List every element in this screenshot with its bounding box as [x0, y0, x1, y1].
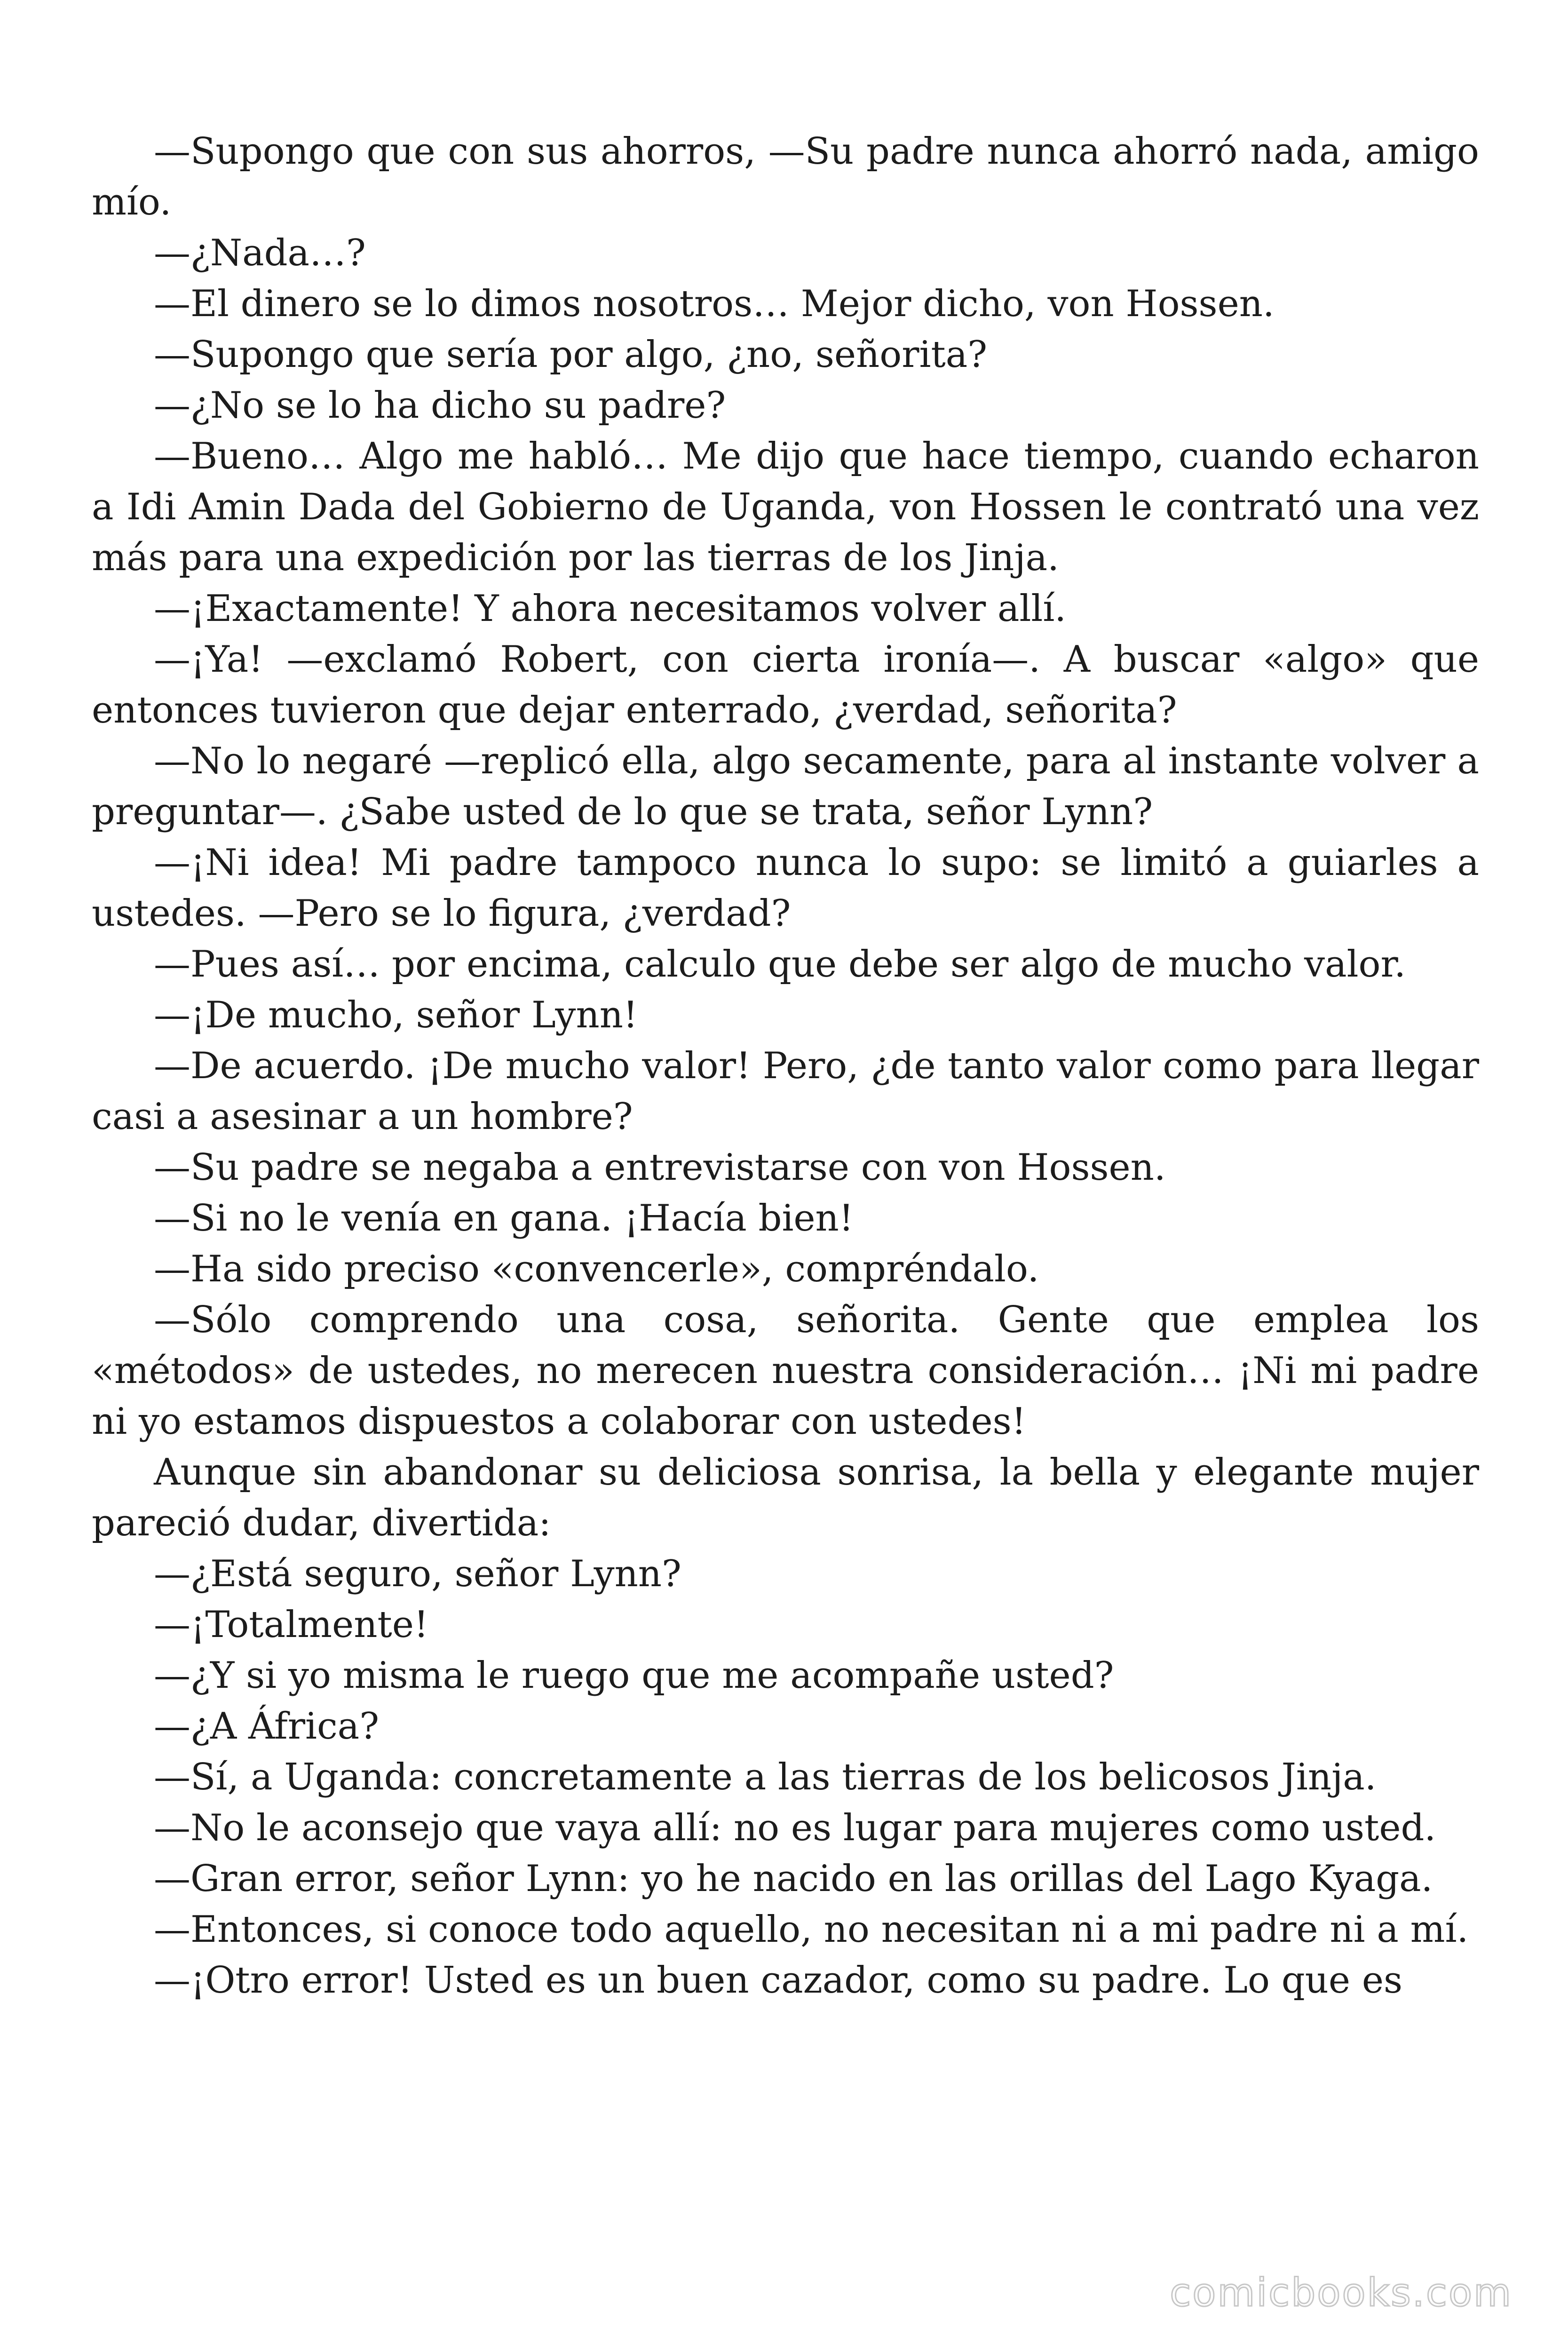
watermark: comicbooks.com — [1170, 2271, 1513, 2315]
paragraph: —¿A África? — [154, 1705, 380, 1748]
paragraph: —Su padre se negaba a entrevistarse con von Hossen. — [154, 1146, 1166, 1189]
paragraph: —¡Ni idea! Mi padre tampoco nunca lo supo: se limitó a guiarles a ustedes. —Pero se lo figura, ¿verdad? — [92, 842, 1479, 935]
page-body — [92, 126, 1479, 2006]
paragraph: Aunque sin abandonar su deliciosa sonrisa, la bella y elegante mujer pareció dudar, divertida: — [92, 1451, 1479, 1544]
paragraph: —¡Ya! —exclamó Robert, con cierta ironía—. A buscar «algo» que entonces tuvieron que dejar enterrado, ¿verdad, señorita? — [92, 638, 1479, 731]
paragraph: —¿Nada…? — [154, 232, 366, 274]
paragraph: —Gran error, señor Lynn: yo he nacido en las orillas del Lago Kyaga. — [154, 1858, 1433, 1900]
paragraph: —¿No se lo ha dicho su padre? — [154, 384, 726, 427]
paragraph: —Supongo que con sus ahorros, —Su padre nunca ahorró nada, amigo mío. — [92, 130, 1479, 223]
paragraph: —¡De mucho, señor Lynn! — [154, 994, 638, 1036]
paragraph: —Ha sido preciso «convencerle», compréndalo. — [154, 1248, 1039, 1290]
paragraph: —El dinero se lo dimos nosotros… Mejor dicho, von Hossen. — [154, 283, 1275, 325]
paragraph: —Si no le venía en gana. ¡Hacía bien! — [154, 1197, 854, 1240]
paragraph: —No le aconsejo que vaya allí: no es lugar para mujeres como usted. — [154, 1807, 1436, 1849]
paragraph: —¡Otro error! Usted es un buen cazador, como su padre. Lo que es — [154, 1959, 1403, 2002]
paragraph: —De acuerdo. ¡De mucho valor! Pero, ¿de tanto valor como para llegar casi a asesinar a un hombre? — [92, 1045, 1479, 1138]
paragraph: —Supongo que sería por algo, ¿no, señorita? — [154, 334, 988, 376]
paragraph: —Sólo comprendo una cosa, señorita. Gente que emplea los «métodos» de ustedes, no merecen nuestra consideración… ¡Ni mi padre ni yo estamos dispuestos a colaborar con ustedes! — [92, 1299, 1479, 1443]
paragraph: —Pues así… por encima, calculo que debe ser algo de mucho valor. — [154, 943, 1406, 985]
paragraph: —No lo negaré —replicó ella, algo secamente, para al instante volver a preguntar—. ¿Sabe usted de lo que se trata, señor Lynn? — [92, 740, 1479, 833]
paragraph: —¡Totalmente! — [154, 1604, 429, 1646]
paragraph: —Entonces, si conoce todo aquello, no necesitan ni a mi padre ni a mí. — [154, 1908, 1469, 1951]
paragraph: —¿Está seguro, señor Lynn? — [154, 1553, 681, 1595]
paragraph: —Sí, a Uganda: concretamente a las tierras de los belicosos Jinja. — [154, 1756, 1377, 1798]
paragraph: —¿Y si yo misma le ruego que me acompañe usted? — [154, 1654, 1114, 1697]
paragraph: —Bueno… Algo me habló… Me dijo que hace tiempo, cuando echaron a Idi Amin Dada del Gobierno de Uganda, von Hossen le contrató una vez más para una expedición por las tierras de los Jinja. — [92, 435, 1479, 579]
paragraph: —¡Exactamente! Y ahora necesitamos volver allí. — [154, 588, 1067, 630]
